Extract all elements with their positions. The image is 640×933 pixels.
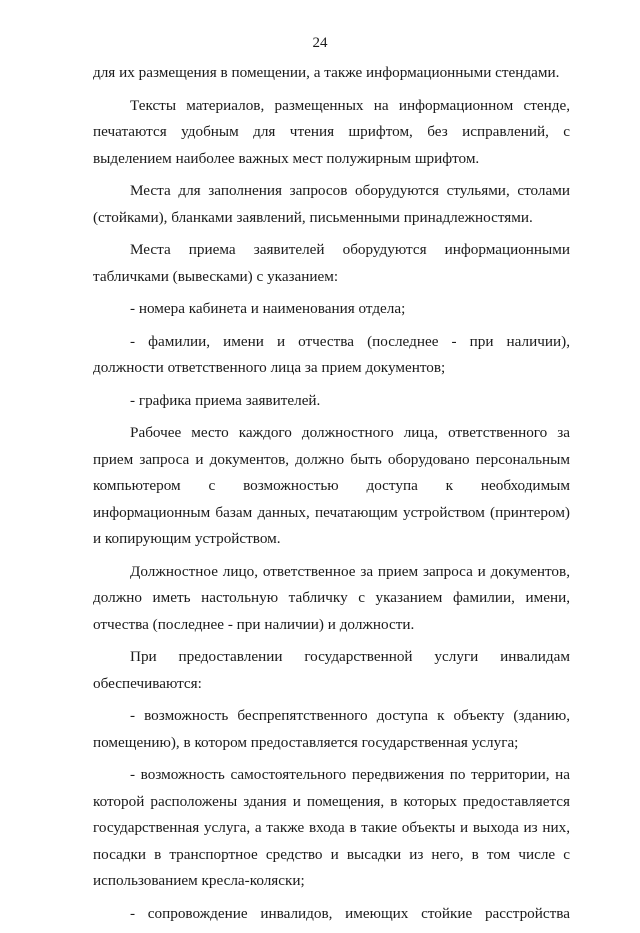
- list-item-escort: - сопровождение инвалидов, имеющих стойкие расстройства: [130, 904, 570, 922]
- paragraph-nameplate: Должностное лицо, ответственное за прием запроса и документов, должно иметь настольную табличку с указанием фамилии, имени, отчества (последнее - при наличии) и должности.: [93, 562, 570, 633]
- paragraph-disabled-provisions: При предоставлении государственной услуги инвалидам обеспечиваются:: [93, 648, 570, 692]
- paragraph-continuation: для их размещения в помещении, а также информационными стендами.: [93, 64, 560, 81]
- list-item-schedule: - графика приема заявителей.: [130, 391, 321, 409]
- paragraph-workplace: Рабочее место каждого должностного лица, ответственного за прием запроса и документов, должно быть оборудовано персональным компьютером с возможностью доступа к необходимым информационным базам данных, печатающим устройством (принтером) и копирующим устройством.: [93, 424, 570, 547]
- list-item-responsible-person: - фамилии, имени и отчества (последнее - при наличии), должности ответственного лица за прием документов;: [93, 332, 570, 376]
- paragraph-reception-places: Места приема заявителей оборудуются информационными табличками (вывесками) с указанием:: [93, 241, 570, 285]
- list-item-independent-movement: - возможность самостоятельного передвижения по территории, на которой расположены здания и помещения, в которых предоставляется государственная услуга, а также входа в такие объекты и выхода из них, посадки в транспортное средство и высадки из него, в том числе с использованием кресла-коляски;: [93, 766, 570, 889]
- list-item-barrier-free-access: - возможность беспрепятственного доступа к объекту (зданию, помещению), в котором предоставляется государственная услуга;: [93, 707, 570, 751]
- paragraph-stand-texts: Тексты материалов, размещенных на информационном стенде, печатаются удобным для чтения шрифтом, без исправлений, с выделением наиболее важных мест полужирным шрифтом.: [93, 96, 570, 167]
- list-item-office-number: - номера кабинета и наименования отдела;: [130, 300, 406, 317]
- paragraph-request-places: Места для заполнения запросов оборудуются стульями, столами (стойками), бланками заявлений, письменными принадлежностями.: [93, 182, 570, 226]
- document-body: [93, 60, 570, 933]
- page-number: 24: [312, 35, 328, 51]
